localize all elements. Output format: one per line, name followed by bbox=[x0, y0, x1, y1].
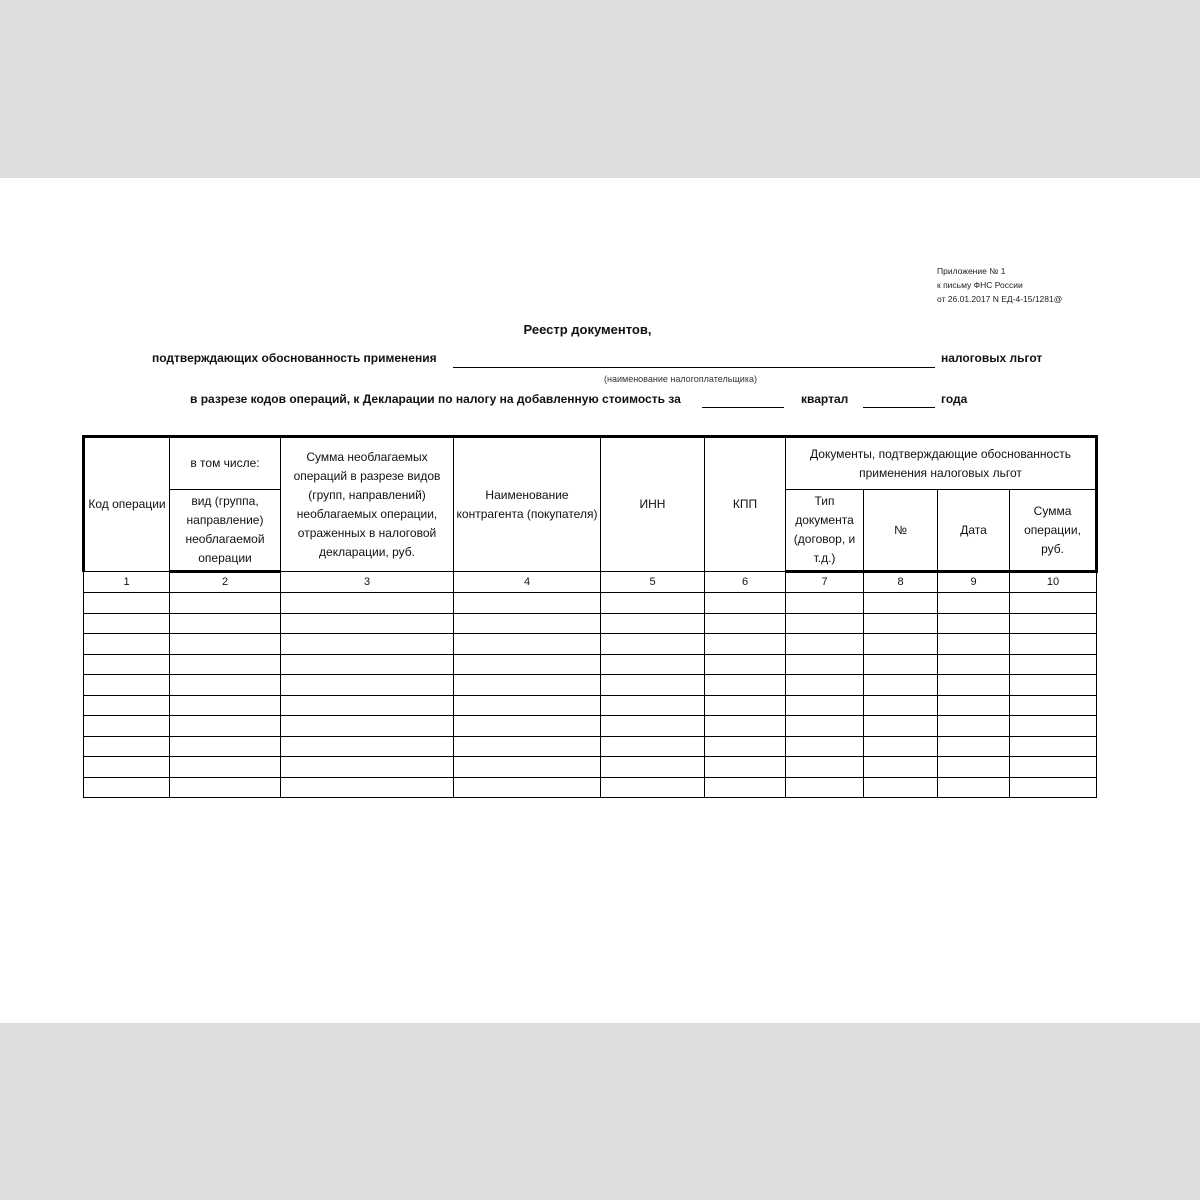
table-cell[interactable] bbox=[864, 777, 938, 798]
table-cell[interactable] bbox=[938, 777, 1010, 798]
table-cell[interactable] bbox=[281, 613, 454, 634]
table-cell[interactable] bbox=[281, 757, 454, 778]
table-cell[interactable] bbox=[938, 757, 1010, 778]
table-cell[interactable] bbox=[84, 777, 170, 798]
table-cell[interactable] bbox=[864, 695, 938, 716]
table-cell[interactable] bbox=[864, 675, 938, 696]
subtitle-line1-right: налоговых льгот bbox=[941, 351, 1043, 365]
table-cell[interactable] bbox=[454, 757, 601, 778]
document-title: Реестр документов, bbox=[523, 322, 652, 337]
column-number: 2 bbox=[170, 572, 281, 593]
table-row bbox=[84, 654, 1097, 675]
table-cell[interactable] bbox=[601, 593, 705, 614]
table-cell[interactable] bbox=[786, 695, 864, 716]
table-cell[interactable] bbox=[84, 593, 170, 614]
table-cell[interactable] bbox=[1010, 613, 1097, 634]
table-cell[interactable] bbox=[786, 613, 864, 634]
table-cell[interactable] bbox=[601, 757, 705, 778]
table-cell[interactable] bbox=[281, 736, 454, 757]
table-cell[interactable] bbox=[170, 634, 281, 655]
table-cell[interactable] bbox=[705, 736, 786, 757]
table-cell[interactable] bbox=[170, 613, 281, 634]
table-cell[interactable] bbox=[454, 777, 601, 798]
table-cell[interactable] bbox=[864, 757, 938, 778]
taxpayer-name-blank bbox=[453, 366, 935, 368]
quarter-label: квартал bbox=[801, 392, 849, 406]
appendix-line-1: Приложение № 1 bbox=[937, 266, 1006, 276]
year-blank bbox=[863, 406, 935, 408]
table-cell[interactable] bbox=[938, 736, 1010, 757]
table-cell[interactable] bbox=[938, 716, 1010, 737]
table-cell[interactable] bbox=[938, 634, 1010, 655]
table-cell[interactable] bbox=[1010, 736, 1097, 757]
table-cell[interactable] bbox=[281, 695, 454, 716]
column-number: 3 bbox=[281, 572, 454, 593]
table-cell[interactable] bbox=[454, 695, 601, 716]
table-cell[interactable] bbox=[938, 613, 1010, 634]
table-cell[interactable] bbox=[705, 675, 786, 696]
table-cell[interactable] bbox=[170, 757, 281, 778]
header-documents-group: Документы, подтверждающие обоснованность применения налоговых льгот bbox=[786, 437, 1097, 490]
table-cell[interactable] bbox=[864, 716, 938, 737]
table-cell[interactable] bbox=[938, 593, 1010, 614]
column-number: 5 bbox=[601, 572, 705, 593]
table-cell[interactable] bbox=[705, 695, 786, 716]
column-number: 4 bbox=[454, 572, 601, 593]
column-number: 7 bbox=[786, 572, 864, 593]
table-cell[interactable] bbox=[84, 757, 170, 778]
table-row bbox=[84, 695, 1097, 716]
table-cell[interactable] bbox=[938, 695, 1010, 716]
table-cell[interactable] bbox=[84, 736, 170, 757]
table-cell[interactable] bbox=[170, 593, 281, 614]
table-cell[interactable] bbox=[281, 777, 454, 798]
header-inn: ИНН bbox=[601, 437, 705, 572]
header-kpp: КПП bbox=[705, 437, 786, 572]
registry-table bbox=[82, 435, 1098, 798]
table-row bbox=[84, 593, 1097, 614]
table-cell[interactable] bbox=[786, 757, 864, 778]
table-cell[interactable] bbox=[786, 654, 864, 675]
table-cell[interactable] bbox=[705, 716, 786, 737]
table-cell[interactable] bbox=[601, 613, 705, 634]
table-cell[interactable] bbox=[705, 654, 786, 675]
header-document-number: № bbox=[864, 490, 938, 572]
table-cell[interactable] bbox=[864, 736, 938, 757]
table-cell[interactable] bbox=[601, 634, 705, 655]
table-cell[interactable] bbox=[938, 654, 1010, 675]
period-blank bbox=[702, 406, 784, 408]
table-cell[interactable] bbox=[601, 675, 705, 696]
table-row bbox=[84, 757, 1097, 778]
appendix-note bbox=[937, 264, 1062, 306]
table-body bbox=[84, 593, 1097, 798]
table-cell[interactable] bbox=[864, 613, 938, 634]
table-row bbox=[84, 634, 1097, 655]
table-cell[interactable] bbox=[1010, 634, 1097, 655]
table-cell[interactable] bbox=[454, 675, 601, 696]
table-cell[interactable] bbox=[454, 593, 601, 614]
header-document-date: Дата bbox=[938, 490, 1010, 572]
table-cell[interactable] bbox=[454, 613, 601, 634]
table-cell[interactable] bbox=[601, 716, 705, 737]
table-cell[interactable] bbox=[84, 675, 170, 696]
table-row bbox=[84, 777, 1097, 798]
table-row bbox=[84, 675, 1097, 696]
table-cell[interactable] bbox=[84, 716, 170, 737]
table-cell[interactable] bbox=[786, 777, 864, 798]
table-cell[interactable] bbox=[938, 675, 1010, 696]
table-cell[interactable] bbox=[864, 634, 938, 655]
table-cell[interactable] bbox=[1010, 757, 1097, 778]
table-row bbox=[84, 716, 1097, 737]
table-cell[interactable] bbox=[1010, 777, 1097, 798]
table-cell[interactable] bbox=[454, 654, 601, 675]
table-cell[interactable] bbox=[1010, 675, 1097, 696]
table-cell[interactable] bbox=[454, 736, 601, 757]
table-cell[interactable] bbox=[170, 716, 281, 737]
year-label: года bbox=[941, 392, 968, 406]
column-number: 9 bbox=[938, 572, 1010, 593]
table-cell[interactable] bbox=[281, 593, 454, 614]
table-cell[interactable] bbox=[705, 593, 786, 614]
table-cell[interactable] bbox=[705, 613, 786, 634]
table-cell[interactable] bbox=[1010, 654, 1097, 675]
header-operation-type: вид (группа, направление) необлагаемой операции bbox=[170, 490, 281, 572]
header-sum-nontaxable: Сумма необлагаемых операций в разрезе видов (групп, направлений) необлагаемых операции, отраженных в налоговой декларации, руб. bbox=[281, 437, 454, 572]
table-cell[interactable] bbox=[1010, 593, 1097, 614]
table-cell[interactable] bbox=[786, 675, 864, 696]
subtitle-line2-left: в разрезе кодов операций, к Декларации по налогу на добавленную стоимость за bbox=[190, 392, 681, 406]
header-operation-sum: Сумма операции, руб. bbox=[1010, 490, 1097, 572]
table-cell[interactable] bbox=[705, 634, 786, 655]
table-cell[interactable] bbox=[170, 695, 281, 716]
table-cell[interactable] bbox=[84, 634, 170, 655]
table-cell[interactable] bbox=[170, 654, 281, 675]
table-cell[interactable] bbox=[1010, 716, 1097, 737]
table-cell[interactable] bbox=[170, 777, 281, 798]
table-cell[interactable] bbox=[705, 757, 786, 778]
appendix-line-3: от 26.01.2017 N ЕД-4-15/1281@ bbox=[937, 294, 1063, 304]
column-numbers-row bbox=[84, 572, 1097, 593]
table-cell[interactable] bbox=[705, 777, 786, 798]
table-cell[interactable] bbox=[281, 634, 454, 655]
table-cell[interactable] bbox=[601, 736, 705, 757]
table-cell[interactable] bbox=[84, 695, 170, 716]
table-cell[interactable] bbox=[84, 613, 170, 634]
table-cell[interactable] bbox=[454, 716, 601, 737]
table-cell[interactable] bbox=[786, 634, 864, 655]
subtitle-line1-left: подтверждающих обоснованность применения bbox=[152, 351, 437, 365]
header-including: в том числе: bbox=[170, 437, 281, 490]
column-number: 8 bbox=[864, 572, 938, 593]
table-cell[interactable] bbox=[786, 736, 864, 757]
table-cell[interactable] bbox=[864, 593, 938, 614]
table-cell[interactable] bbox=[281, 654, 454, 675]
column-number: 6 bbox=[705, 572, 786, 593]
table-cell[interactable] bbox=[281, 675, 454, 696]
appendix-line-2: к письму ФНС России bbox=[937, 280, 1023, 290]
table-cell[interactable] bbox=[786, 716, 864, 737]
header-document-type: Тип документа (договор, и т.д.) bbox=[786, 490, 864, 572]
table-cell[interactable] bbox=[281, 716, 454, 737]
table-cell[interactable] bbox=[864, 654, 938, 675]
table-cell[interactable] bbox=[601, 695, 705, 716]
table-cell[interactable] bbox=[786, 593, 864, 614]
table-row bbox=[84, 613, 1097, 634]
header-operation-code: Код операции bbox=[84, 437, 170, 572]
column-number: 1 bbox=[84, 572, 170, 593]
table-row bbox=[84, 736, 1097, 757]
table-cell[interactable] bbox=[454, 634, 601, 655]
table-cell[interactable] bbox=[170, 675, 281, 696]
table-cell[interactable] bbox=[601, 654, 705, 675]
column-number: 10 bbox=[1010, 572, 1097, 593]
taxpayer-hint: (наименование налогоплательщика) bbox=[604, 374, 757, 384]
table-cell[interactable] bbox=[84, 654, 170, 675]
table-cell[interactable] bbox=[170, 736, 281, 757]
header-counterparty: Наименование контрагента (покупателя) bbox=[454, 437, 601, 572]
table-cell[interactable] bbox=[601, 777, 705, 798]
table-cell[interactable] bbox=[1010, 695, 1097, 716]
